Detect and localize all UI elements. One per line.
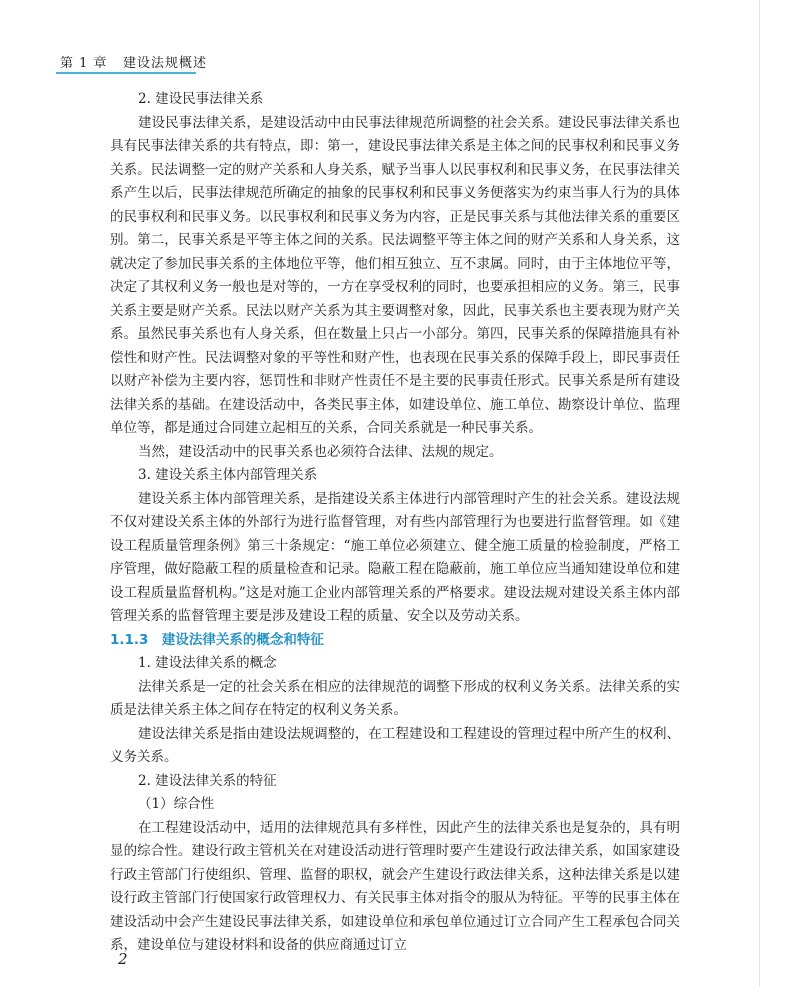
subheading: 1. 建设法律关系的概念 xyxy=(138,655,277,671)
running-header xyxy=(60,52,207,71)
subheading: 2. 建设法律关系的特征 xyxy=(138,772,277,789)
section-heading: 1.1.3 建设法律关系的概念和特征 xyxy=(110,631,324,648)
paragraph: 在工程建设活动中，适用的法律规范具有多样性，因此产生的法律关系也是复杂的，具有明显的综合性。建设行政主管机关在对建设活动进行管理时要产生建设行政法律关系，如国家建设行政主管部门行使组织、管理、监督的职权，就会产生建设行政法律关系，这种法律关系是以建设行政主管部门行使国家行政管理权力、有关民事主体对指令的服从为特征。平等的民事主体在建设活动中会产生建设民事法律关系，如建设单位和承包单位通过订立合同产生工程承包合同关系，建设单位与建设材料和设备的供应商通过订立 xyxy=(110,819,680,953)
page-number: 2 xyxy=(118,950,128,968)
subheading: （1）综合性 xyxy=(138,796,215,812)
paragraph: 建设法律关系是指由建设法规调整的，在工程建设和工程建设的管理过程中所产生的权利、义务关系。 xyxy=(110,725,680,765)
page-edge-line xyxy=(759,0,760,987)
chapter-title: 建设法规概述 xyxy=(122,56,207,71)
chapter-number: 第 1 章 xyxy=(60,56,108,71)
paragraph: 建设关系主体内部管理关系，是指建设关系主体进行内部管理时产生的社会关系。建设法规不仅对建设关系主体的外部行为进行监督管理，对有些内部管理行为也要进行监督管理。如《建设工程质量管理条例》第三十条规定：“施工单位必须建立、健全施工质量的检验制度，严格工序管理，做好隐蔽工程的质量检查和记录。隐蔽工程在隐蔽前，施工单位应当通知建设单位和建设工程质量监督机构。”这是对施工企业内部管理关系的严格要求。建设法规对建设关系主体内部管理关系的监督管理主要是涉及建设工程的质量、安全以及劳动关系。 xyxy=(110,490,680,624)
paragraph: 法律关系是一定的社会关系在相应的法律规范的调整下形成的权利义务关系。法律关系的实质是法律关系主体之间存在特定的权利义务关系。 xyxy=(110,678,680,718)
paragraph: 当然，建设活动中的民事关系也必须符合法律、法规的规定。 xyxy=(138,443,503,460)
body-text xyxy=(110,88,680,958)
subheading: 3. 建设关系主体内部管理关系 xyxy=(138,467,318,483)
subheading: 2. 建设民事法律关系 xyxy=(138,91,264,107)
paragraph: 建设民事法律关系，是建设活动中由民事法律规范所调整的社会关系。建设民事法律关系也具有民事法律关系的共有特点，即：第一，建设民事法律关系是主体之间的民事权利和民事义务关系。民法调整一定的财产关系和人身关系，赋予当事人以民事权利和民事义务，在民事法律关系产生以后，民事法律规范所确定的抽象的民事权利和民事义务便落实为约束当事人行为的具体的民事权利和民事义务。以民事权利和民事义务为内容，正是民事关系与其他法律关系的重要区别。第二，民事关系是平等主体之间的关系。民法调整平等主体之间的财产关系和人身关系，这就决定了参加民事关系的主体地位平等，他们相互独立、互不隶属。同时，由于主体地位平等，决定了其权利义务一般也是对等的，一方在享受权利的同时，也要承担相应的义务。第三，民事关系主要是财产关系。民法以财产关系为其主要调整对象，因此，民事关系也主要表现为财产关系。虽然民事关系也有人身关系，但在数量上只占一小部分。第四，民事关系的保障措施具有补偿性和财产性。民法调整对象的平等性和财产性，也表现在民事关系的保障手段上，即民事责任以财产补偿为主要内容，惩罚性和非财产性责任不是主要的民事责任形式。民事关系是所有建设法律关系的基础。在建设活动中，各类民事主体，如建设单位、施工单位、勘察设计单位、监理单位等，都是通过合同建立起相互的关系，合同关系就是一种民事关系。 xyxy=(110,114,680,436)
header-underline xyxy=(56,72,196,74)
